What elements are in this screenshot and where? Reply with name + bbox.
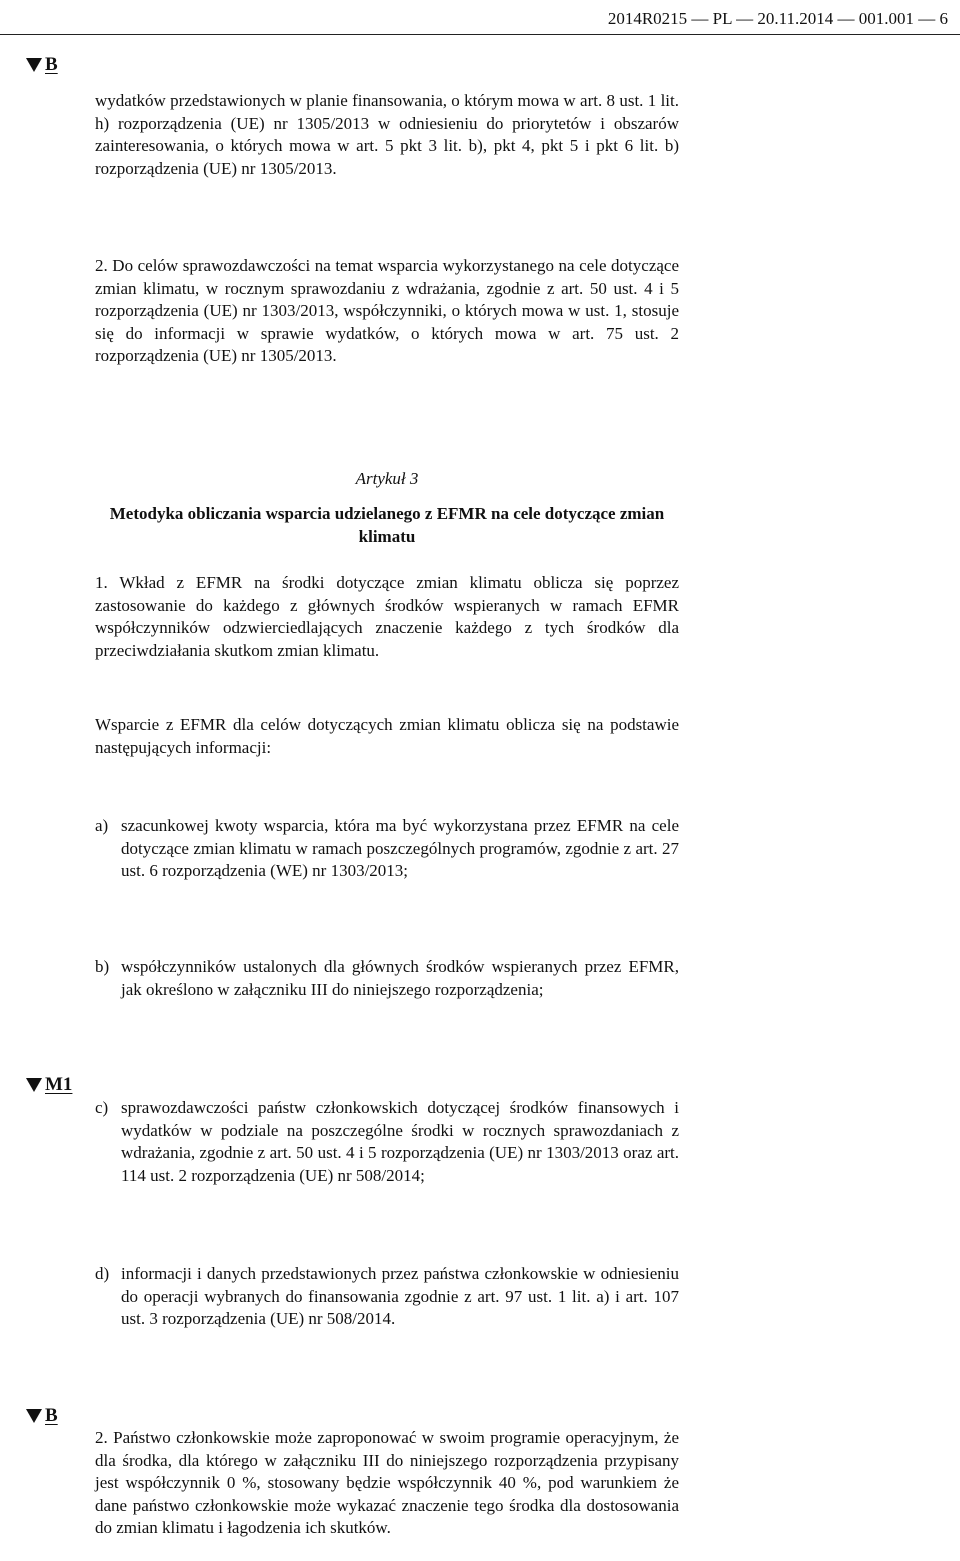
list-item (95, 815, 679, 883)
triangle-down-icon (26, 1409, 42, 1423)
article-3-paragraph-2: 2. Państwo członkowskie może zaproponować w swoim programie operacyjnym, że dla środka, dla którego w załączniku III do niniejszego rozporządzenia przypisany jest współczynnik 0 %, stosowany będzie współczynnik 40 %, pod warunkiem że dane państwo członkowskie może wykazać znaczenie tego środka dla dostosowania do zmian klimatu i łagodzenia ich skutków. (95, 1428, 679, 1538)
list-item-text: informacji i danych przedstawionych przez państwa członkowskie w odniesieniu do operacji wybranych do finansowania zgodnie z art. 97 ust. 1 lit. a) i art. 107 ust. 3 rozporządzenia (UE) nr 508/2014. (121, 1264, 679, 1329)
paragraph-2: 2. Do celów sprawozdawczości na temat wsparcia wykorzystanego na cele dotyczące zmian klimatu, w rocznym sprawozdaniu z wdrażania, zgodnie z art. 50 ust. 4 i 5 rozporządzenia (UE) nr 1303/2013, współczynniki, o których mowa w ust. 1, stosuje się do informacji w sprawie wydatków, o których mowa w art. 75 ust. 2 rozporządzenia (UE) nr 1305/2013. (95, 256, 679, 366)
list-item-text: współczynników ustalonych dla głównych środków wspieranych przez EFMR, jak określono w załączniku III do niniejszego rozporządzenia; (121, 957, 679, 999)
article-3-paragraph-1-intro: Wsparcie z EFMR dla celów dotyczących zmian klimatu oblicza się na podstawie następujących informacji: (95, 715, 679, 757)
article-heading: Metodyka obliczania wsparcia udzielanego z EFMR na cele dotyczące zmian klimatu (109, 504, 665, 546)
article-3-paragraph-1: 1. Wkład z EFMR na środki dotyczące zmian klimatu oblicza się poprzez zastosowanie do każdego z głównych środków wspieranych w ramach EFMR współczynników odzwierciedlających znaczenie każdego z tych środków dla przeciwdziałania skutkom zmian klimatu. (95, 573, 679, 660)
marker-code: B (45, 54, 58, 75)
marker-code: B (45, 1405, 58, 1426)
amendment-marker-b (26, 54, 58, 76)
header-rule (0, 34, 960, 35)
amendment-marker-b (26, 1405, 58, 1427)
paragraph-continuation: wydatków przedstawionych w planie finansowania, o którym mowa w art. 8 ust. 1 lit. h) rozporządzenia (UE) nr 1305/2013 w odniesieniu do priorytetów i obszarów zainteresowania, o których mowa w art. 5 pkt 3 lit. b), pkt 4, pkt 5 i pkt 6 lit. b) rozporządzenia (UE) nr 1305/2013. (95, 91, 679, 178)
triangle-down-icon (26, 58, 42, 72)
amendment-marker-m1 (26, 1074, 72, 1096)
list-item-label: c) (95, 1098, 109, 1117)
list-item-text: szacunkowej kwoty wsparcia, która ma być wykorzystana przez EFMR na cele dotyczące zmian klimatu w ramach poszczególnych programów, zgodnie z art. 27 ust. 6 rozporządzenia (WE) nr 1303/2013; (121, 816, 679, 881)
list-item (95, 956, 679, 1001)
list-item-label: b) (95, 957, 110, 976)
list-item-label: a) (95, 816, 109, 835)
document-header (0, 0, 960, 40)
list-item (95, 1097, 679, 1187)
marker-code: M1 (45, 1074, 73, 1095)
list-item-label: d) (95, 1264, 110, 1283)
article-number: Artykuł 3 (355, 469, 419, 488)
document-reference: 2014R0215 — PL — 20.11.2014 — 001.001 — 6 (607, 9, 948, 28)
list-item-text: sprawozdawczości państw członkowskich dotyczącej środków finansowych i wydatków w podziale na poszczególne środki w rocznych sprawozdaniach z wdrażania, zgodnie z art. 50 ust. 4 i 5 rozporządzenia (UE) nr 1303/2013 oraz art. 114 ust. 2 rozporządzenia (UE) nr 508/2014; (121, 1098, 679, 1185)
list-item (95, 1263, 679, 1331)
triangle-down-icon (26, 1078, 42, 1092)
